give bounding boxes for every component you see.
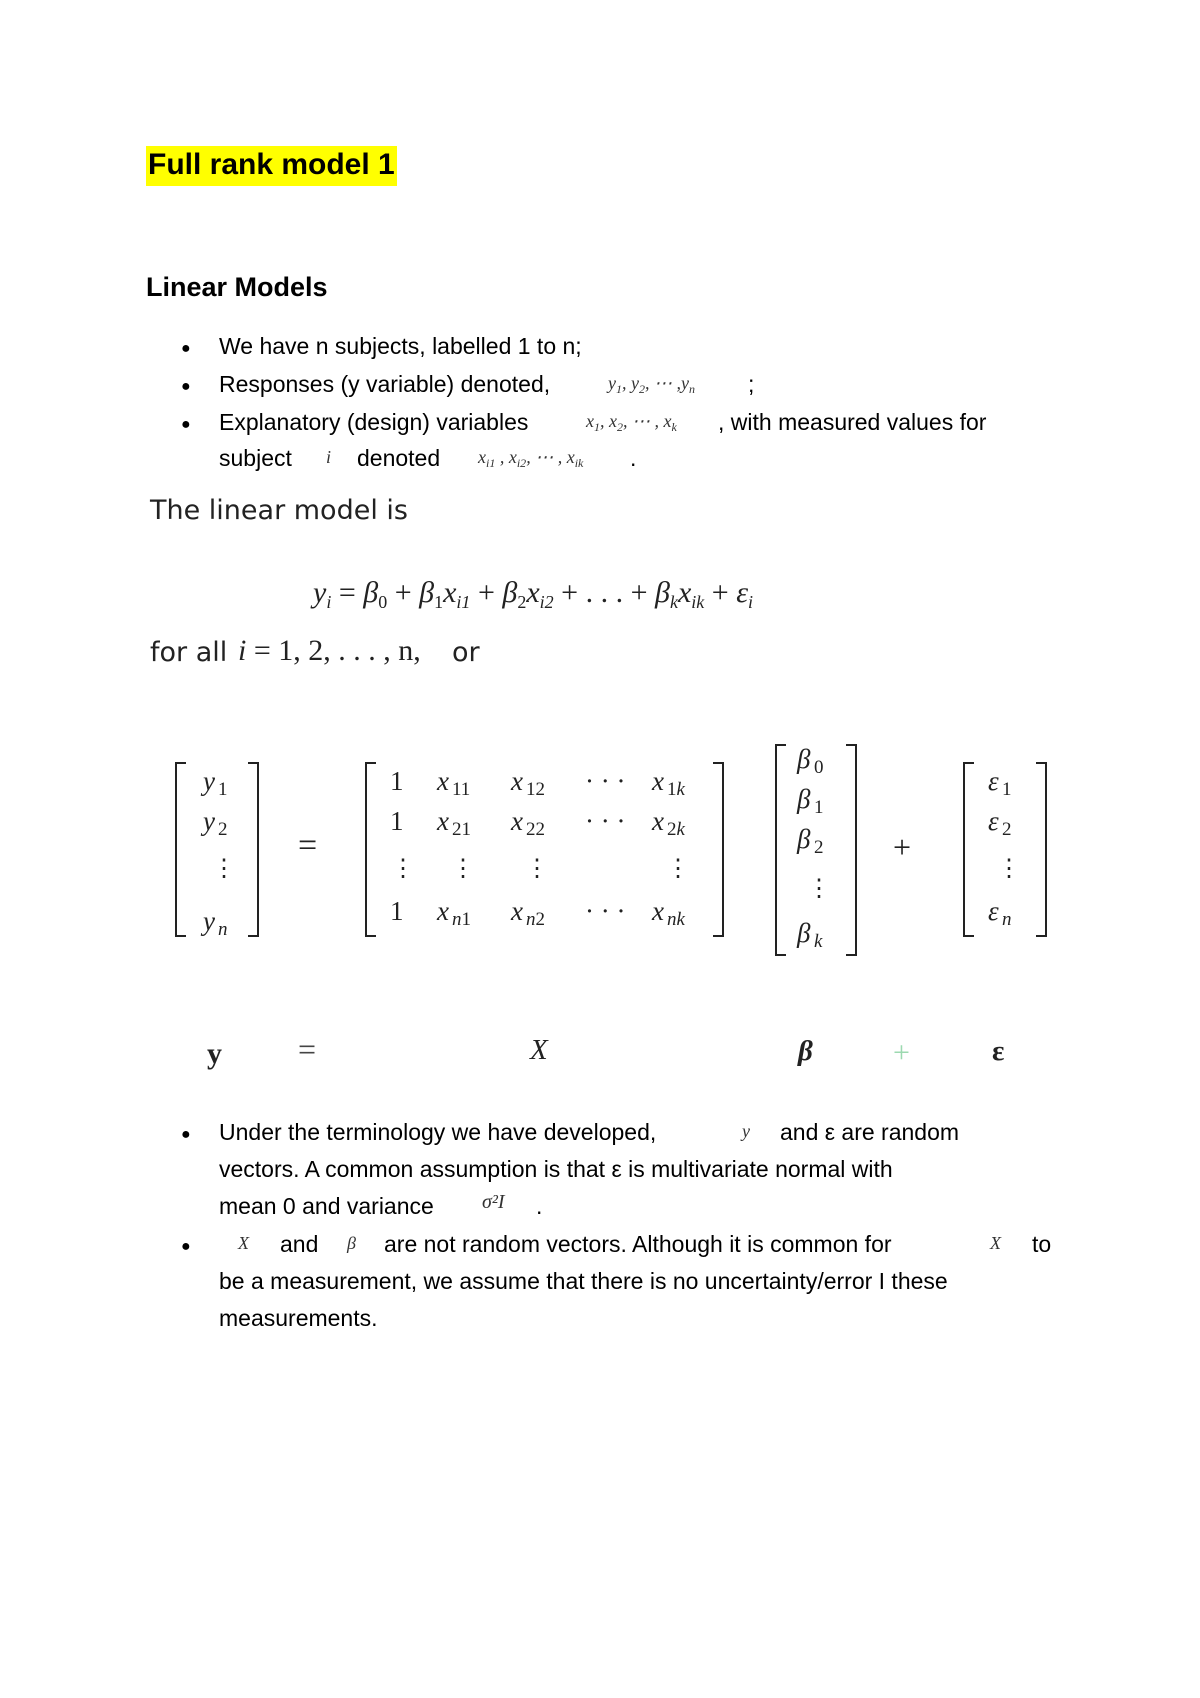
bullet-4-line3: mean 0 and variance	[219, 1193, 434, 1219]
subject-index-math: i	[326, 447, 332, 467]
svg-text:x: x	[437, 766, 449, 796]
bullet-5-to: to	[1032, 1231, 1052, 1257]
svg-text:1: 1	[390, 806, 404, 836]
svg-text:ε: ε	[988, 806, 999, 836]
svg-text:1: 1	[390, 766, 404, 796]
bullet-dot-icon: ●	[181, 1126, 191, 1143]
bullet-dot-icon: ●	[181, 378, 191, 395]
bullet-4-line2: vectors. A common assumption is that ε is multivariate normal with	[219, 1156, 893, 1182]
svg-text:2: 2	[1002, 819, 1012, 840]
bullet-3-period: .	[630, 445, 637, 471]
bullet-4-line1-tail: and ε are random	[780, 1119, 960, 1145]
svg-text:0: 0	[814, 757, 824, 778]
svg-text:⋮: ⋮	[807, 876, 831, 902]
svg-text:2: 2	[218, 819, 228, 840]
index-range: i = 1, 2, . . . , n,	[238, 634, 421, 667]
bullet-4-period: .	[536, 1193, 543, 1219]
svg-text:12: 12	[526, 779, 545, 800]
svg-text:n1: n1	[452, 909, 471, 930]
svg-text:x: x	[511, 896, 523, 926]
svg-text:⋮: ⋮	[212, 856, 236, 882]
svg-text:y: y	[203, 906, 215, 936]
svg-text:· · ·: · · ·	[585, 806, 626, 836]
model-lead-in: The linear model is	[150, 495, 408, 526]
svg-text:nk: nk	[667, 909, 685, 930]
svg-text:n: n	[1002, 909, 1012, 930]
svg-text:β: β	[797, 824, 811, 854]
svg-text:2k: 2k	[667, 819, 685, 840]
bullet-5-line2: be a measurement, we assume that there is no uncertainty/error I these	[219, 1268, 948, 1294]
svg-text:x: x	[437, 806, 449, 836]
bullet-5-and: and	[280, 1231, 319, 1257]
section-heading: Linear Models	[146, 272, 328, 302]
svg-text:2: 2	[814, 837, 824, 858]
svg-text:1: 1	[1002, 779, 1012, 800]
bullet-2-text: Responses (y variable) denoted,	[219, 371, 551, 397]
bullet-2-tail: ;	[748, 371, 755, 397]
svg-text:β: β	[797, 784, 811, 814]
y-vector-label: y	[207, 1037, 222, 1070]
svg-text:β: β	[797, 744, 811, 774]
svg-text:22: 22	[526, 819, 545, 840]
variance-math: σ²I	[482, 1191, 505, 1213]
svg-text:⋮: ⋮	[666, 856, 690, 882]
bullet-dot-icon: ●	[181, 416, 191, 433]
svg-text:1k: 1k	[667, 779, 685, 800]
svg-text:x: x	[511, 766, 523, 796]
svg-text:=: =	[298, 827, 318, 864]
svg-text:+: +	[893, 1036, 910, 1069]
or-label: or	[452, 637, 480, 668]
svg-text:n: n	[218, 919, 228, 940]
svg-text:x: x	[511, 806, 523, 836]
svg-text:=: =	[298, 1031, 317, 1067]
svg-text:x: x	[652, 766, 664, 796]
svg-text:1: 1	[218, 779, 228, 800]
bullet-3-denoted: denoted	[357, 445, 441, 471]
svg-text:⋮: ⋮	[391, 856, 415, 882]
x-matrix-label: X	[530, 1034, 548, 1066]
svg-text:k: k	[814, 931, 823, 952]
svg-text:· · ·: · · ·	[585, 766, 626, 796]
responses-math: $y_1$, $y_2$, ⋯ $,y_n$	[608, 373, 695, 396]
svg-text:1: 1	[390, 896, 404, 926]
model-equation: $y_i = \beta_0 + \beta_1x_{i1} + \beta_2x_{i2}$ + . . . + $\beta_kx_{ik} + \varepsilon_i$	[313, 576, 754, 612]
x-math-2: X	[990, 1233, 1001, 1253]
svg-text:21: 21	[452, 819, 471, 840]
svg-text:⋮: ⋮	[451, 856, 475, 882]
x-math: X	[238, 1233, 249, 1253]
svg-text:x: x	[437, 896, 449, 926]
eps-vector-label: ε	[992, 1035, 1005, 1067]
svg-text:x: x	[652, 806, 664, 836]
measured-values-math: $x_{i1}$ , $x_{i2}$, ⋯ , $x_{ik}$	[478, 447, 584, 470]
page-title: Full rank model 1	[146, 146, 397, 186]
svg-text:x: x	[652, 896, 664, 926]
svg-text:n2: n2	[526, 909, 545, 930]
svg-text:11: 11	[452, 779, 471, 800]
svg-text:y: y	[203, 806, 215, 836]
svg-text:ε: ε	[988, 896, 999, 926]
bullet-4-line1: Under the terminology we have developed,	[219, 1119, 657, 1145]
svg-text:+: +	[893, 829, 912, 865]
bullet-5-line1: are not random vectors. Although it is common for	[384, 1231, 892, 1257]
beta-math: β	[347, 1233, 356, 1253]
y-vector-math: y	[742, 1121, 750, 1141]
bullet-3-tail: , with measured values for	[718, 409, 987, 435]
bullet-3-line2: subject	[219, 445, 292, 471]
beta-vector-label: β	[798, 1035, 813, 1067]
for-all-label: for all	[150, 637, 228, 668]
svg-text:1: 1	[814, 797, 824, 818]
bullet-1-text: We have n subjects, labelled 1 to n;	[219, 333, 582, 359]
explanatory-math: $x_1$, $x_2$, ⋯ , $x_k$	[586, 411, 677, 434]
bullet-dot-icon: ●	[181, 340, 191, 357]
svg-text:β: β	[797, 918, 811, 948]
svg-text:y: y	[203, 766, 215, 796]
svg-text:⋮: ⋮	[997, 856, 1021, 882]
bullet-dot-icon: ●	[181, 1238, 191, 1255]
bullet-5-line3: measurements.	[219, 1305, 378, 1331]
svg-text:ε: ε	[988, 766, 999, 796]
svg-text:⋮: ⋮	[525, 856, 549, 882]
svg-text:· · ·: · · ·	[585, 896, 626, 926]
bullet-3-text: Explanatory (design) variables	[219, 409, 529, 435]
